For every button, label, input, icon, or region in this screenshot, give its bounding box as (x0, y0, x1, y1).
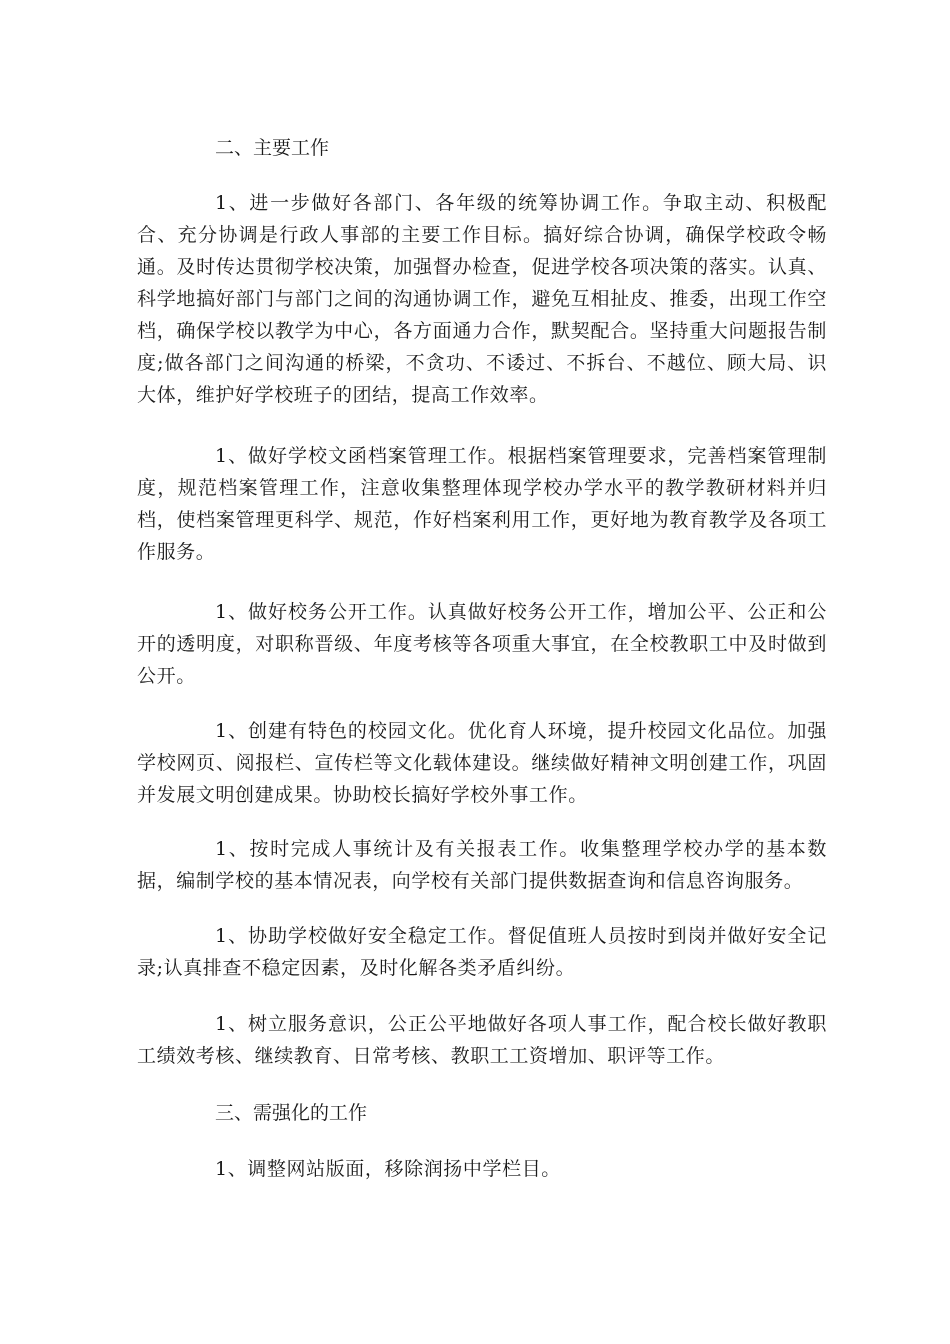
paragraph-website: 1、调整网站版面，移除润扬中学栏目。 (215, 1158, 561, 1180)
section-heading-main-work: 二、主要工作 (215, 137, 330, 159)
paragraph-statistics: 1、按时完成人事统计及有关报表工作。收集整理学校办学的基本数据，编制学校的基本情况表，向学校有关部门提供数据查询和信息咨询服务。 (137, 838, 827, 892)
paragraph-archives: 1、做好学校文函档案管理工作。根据档案管理要求，完善档案管理制度，规范档案管理工作，注意收集整理体现学校办学水平的教学教研材料并归档，使档案管理更科学、规范，作好档案利用工作，更好地为教育教学及各项工作服务。 (137, 445, 827, 563)
section-heading-strengthen: 三、需强化的工作 (215, 1102, 368, 1124)
paragraph-service: 1、树立服务意识，公正公平地做好各项人事工作，配合校长做好教职工绩效考核、继续教育、日常考核、教职工工资增加、职评等工作。 (137, 1013, 827, 1067)
paragraph-coordination: 1、进一步做好各部门、各年级的统筹协调工作。争取主动、积极配合、充分协调是行政人事部的主要工作目标。搞好综合协调，确保学校政令畅通。及时传达贯彻学校决策，加强督办检查，促进学校各项决策的落实。认真、科学地搞好部门与部门之间的沟通协调工作，避免互相扯皮、推委，出现工作空档，确保学校以教学为中心，各方面通力合作，默契配合。坚持重大问题报告制度;做各部门之间沟通的桥梁，不贪功、不诿过、不拆台、不越位、顾大局、识大体，维护好学校班子的团结，提高工作效率。 (137, 192, 827, 406)
paragraph-campus-culture: 1、创建有特色的校园文化。优化育人环境，提升校园文化品位。加强学校网页、阅报栏、宣传栏等文化载体建设。继续做好精神文明创建工作，巩固并发展文明创建成果。协助校长搞好学校外事工作。 (137, 720, 827, 806)
paragraph-safety: 1、协助学校做好安全稳定工作。督促值班人员按时到岗并做好安全记录;认真排查不稳定因素，及时化解各类矛盾纠纷。 (137, 925, 827, 979)
paragraph-affairs-disclosure: 1、做好校务公开工作。认真做好校务公开工作，增加公平、公正和公开的透明度，对职称晋级、年度考核等各项重大事宜，在全校教职工中及时做到公开。 (137, 601, 827, 687)
